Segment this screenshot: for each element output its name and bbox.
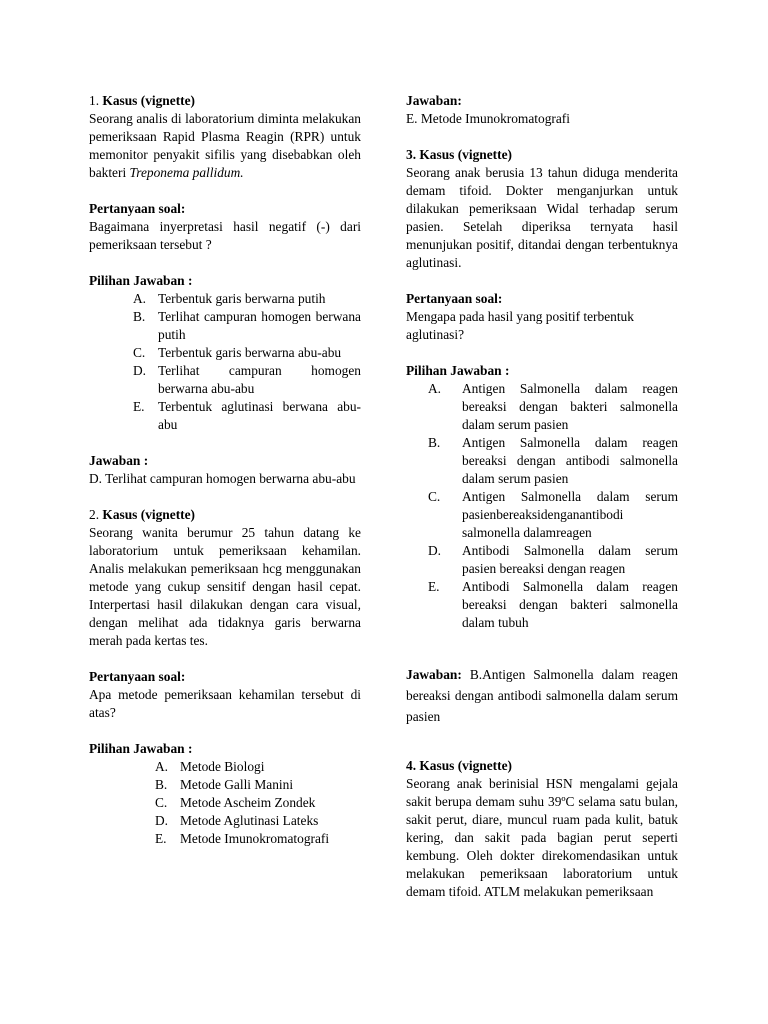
q3-kasus-heading: 3. Kasus (vignette) bbox=[406, 147, 513, 162]
q1-option-e: E. Terbentuk aglutinasi berwana abu-abu bbox=[133, 399, 361, 432]
q1-pilihan-heading: Pilihan Jawaban : bbox=[89, 273, 193, 288]
q3-pertanyaan-text: Mengapa pada hasil yang positif terbentuk aglutinasi? bbox=[406, 309, 634, 342]
q2-option-d: D. Metode Aglutinasi Lateks bbox=[155, 813, 319, 828]
q1-jawaban-text: D. Terlihat campuran homogen berwarna abu-abu bbox=[89, 471, 356, 486]
q1-option-a: A. Terbentuk garis berwarna putih bbox=[133, 291, 326, 306]
q1-pertanyaan-text: Bagaimana inyerpretasi hasil negatif (-) dari pemeriksaan tersebut ? bbox=[89, 219, 361, 252]
q3-option-a: A. Antigen Salmonella dalam reagen bereaksi dengan bakteri salmonella dalam serum pasien bbox=[428, 381, 678, 432]
q2-pilihan-heading: Pilihan Jawaban : bbox=[89, 741, 193, 756]
q4-kasus-heading: 4. Kasus (vignette) bbox=[406, 758, 513, 773]
q1-kasus-heading: 1. Kasus (vignette) bbox=[89, 93, 196, 108]
q2-pertanyaan-text: Apa metode pemeriksaan kehamilan tersebut di atas? bbox=[89, 687, 361, 720]
q2-pertanyaan-heading: Pertanyaan soal: bbox=[89, 669, 186, 684]
q2-option-b: B. Metode Galli Manini bbox=[155, 777, 294, 792]
q3-options-list bbox=[406, 380, 678, 632]
q3-option-d: D. Antibodi Salmonella dalam serum pasien bereaksi dengan reagen bbox=[428, 543, 678, 576]
q1-pertanyaan-heading: Pertanyaan soal: bbox=[89, 201, 186, 216]
q3-option-e: E. Antibodi Salmonella dalam reagen bereaksi dengan bakteri salmonella dalam tubuh bbox=[428, 579, 678, 630]
q2-jawaban-text: E. Metode Imunokromatografi bbox=[406, 111, 570, 126]
q2-option-e: E. Metode Imunokromatografi bbox=[155, 831, 330, 846]
q2-option-a: A. Metode Biologi bbox=[155, 759, 265, 774]
q2-jawaban-heading: Jawaban: bbox=[406, 93, 462, 108]
right-column bbox=[406, 92, 678, 901]
q1-options-list bbox=[89, 290, 361, 434]
q1-jawaban-heading: Jawaban : bbox=[89, 453, 149, 468]
q3-pertanyaan-heading: Pertanyaan soal: bbox=[406, 291, 503, 306]
q1-option-c: C. Terbentuk garis berwarna abu-abu bbox=[133, 345, 342, 360]
q1-option-d: D. Terlihat campuran homogen berwarna abu-abu bbox=[133, 363, 361, 396]
q3-option-b: B. Antigen Salmonella dalam reagen bereaksi dengan antibodi salmonella dalam serum pasien bbox=[428, 435, 678, 486]
q2-option-c: C. Metode Ascheim Zondek bbox=[155, 795, 316, 810]
left-column bbox=[89, 92, 361, 848]
q3-kasus-text: Seorang anak berusia 13 tahun diduga menderita demam tifoid. Dokter menganjurkan untuk dilakukan pemeriksaan Widal terhadap serum pasien. Setelah diperiksa ternyata hasil menunjukan positif, ditandai dengan terbentuknya aglutinasi. bbox=[406, 165, 678, 270]
q3-jawaban: Jawaban: B.Antigen Salmonella dalam reagen bereaksi dengan antibodi salmonella dalam serum pasien bbox=[406, 667, 678, 724]
q2-kasus-text: Seorang wanita berumur 25 tahun datang ke laboratorium untuk pemeriksaan kehamilan. Analis melakukan pemeriksaan hcg menggunakan metode yang cukup sensitif dengan hasil cepat. Interpertasi hasil dilakukan dengan cara visual, dengan melihat ada tidaknya garis berwarna merah pada kertas tes. bbox=[89, 525, 361, 648]
q1-kasus-text: Seorang analis di laboratorium diminta melakukan pemeriksaan Rapid Plasma Reagin (RPR) untuk memonitor penyakit sifilis yang disebabkan oleh bakteri Treponema pallidum. bbox=[89, 111, 361, 180]
q1-option-b: B. Terlihat campuran homogen berwana putih bbox=[133, 309, 361, 342]
q4-kasus-text: Seorang anak berinisial HSN mengalami gejala sakit berupa demam suhu 39ºC selama satu bulan, sakit perut, diare, muncul ruam pada kulit, batuk kering, dan sakit pada bagian perut seperti kembung. Oleh dokter direkomendasikan untuk melakukan pemeriksaan laboratorium untuk demam tifoid. ATLM melakukan pemeriksaan bbox=[406, 776, 678, 899]
q3-option-c: C. Antigen Salmonella dalam serum pasienbereaksidenganantibodi salmonella dalamreagen bbox=[428, 489, 678, 540]
q2-kasus-heading: 2. Kasus (vignette) bbox=[89, 507, 196, 522]
q3-pilihan-heading: Pilihan Jawaban : bbox=[406, 363, 510, 378]
q2-options-list bbox=[89, 758, 361, 848]
